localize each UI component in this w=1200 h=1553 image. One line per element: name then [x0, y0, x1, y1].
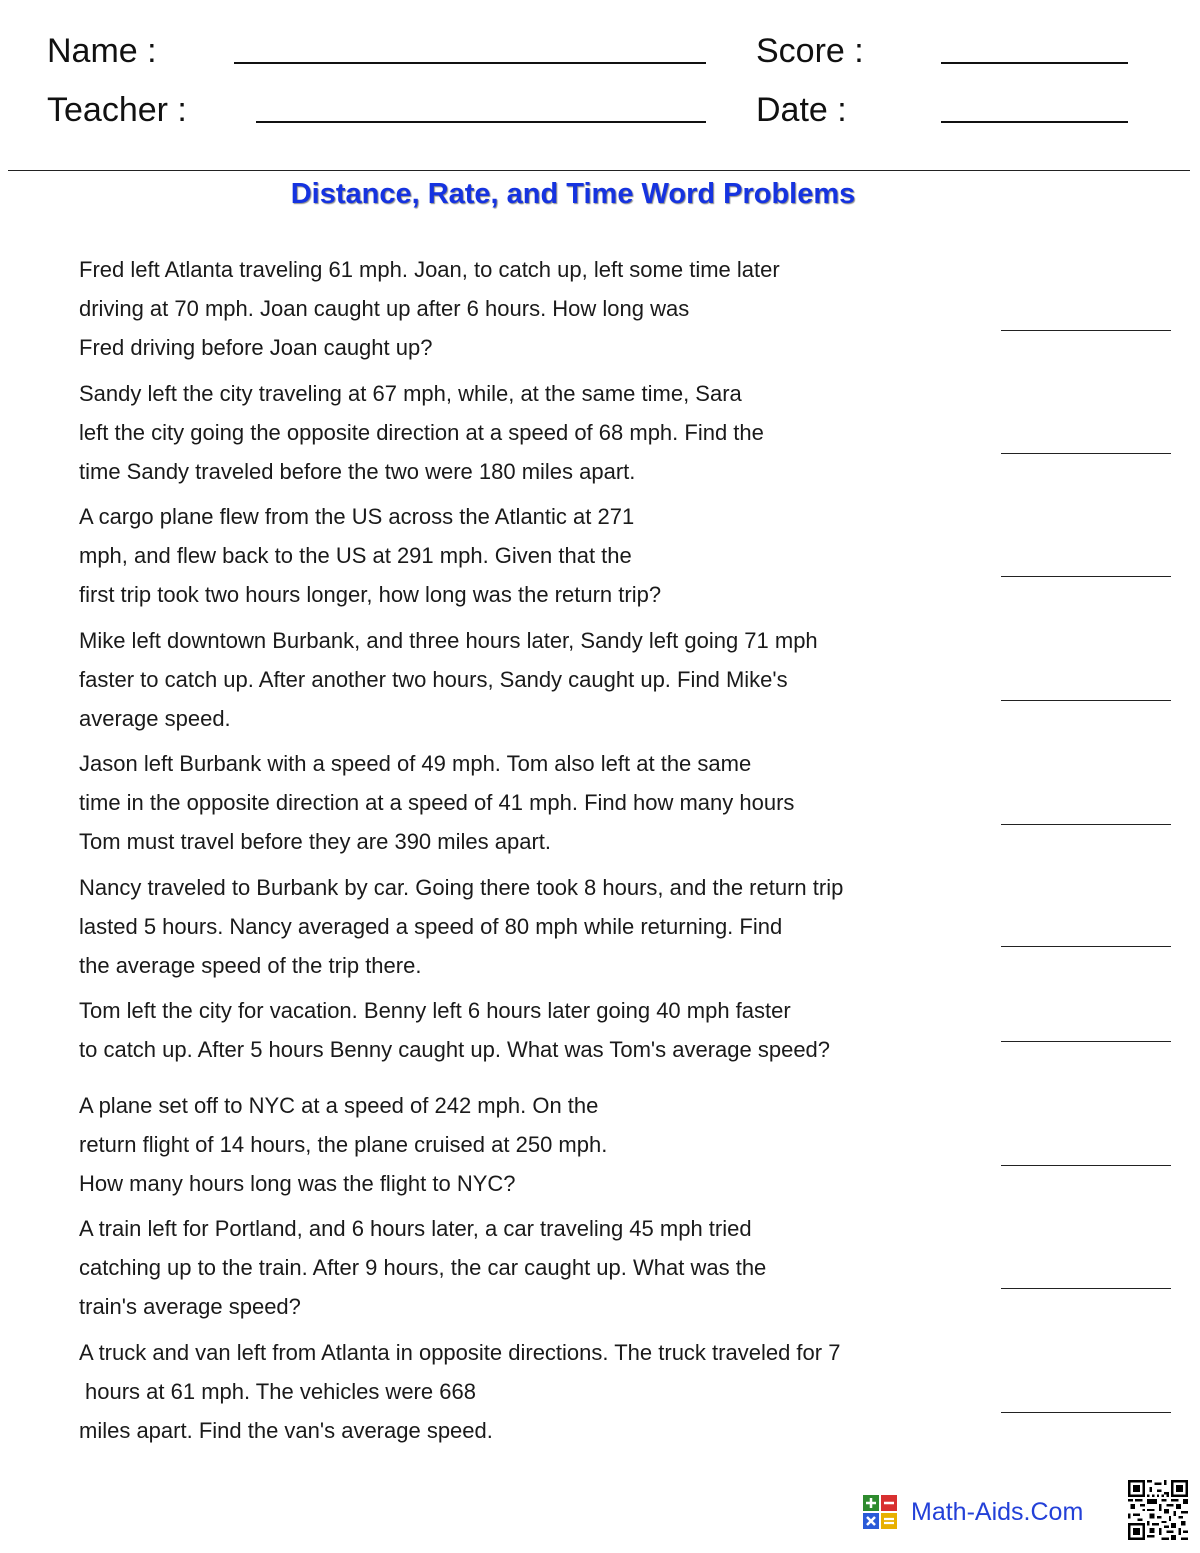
- problem-text-line: train's average speed?: [79, 1294, 301, 1319]
- calculator-icon: [862, 1494, 898, 1530]
- problem-text-line: Jason left Burbank with a speed of 49 mph. Tom also left at the same: [79, 751, 752, 776]
- problem-text-line: Tom must travel before they are 390 miles apart.: [79, 829, 551, 854]
- problem-text-line: Tom left the city for vacation. Benny left 6 hours later going 40 mph faster: [79, 998, 791, 1023]
- problem-text-line: the average speed of the trip there.: [79, 953, 422, 978]
- score-label: Score :: [756, 32, 864, 70]
- answer-blank[interactable]: [1001, 330, 1171, 331]
- problem-text-line: Fred left Atlanta traveling 61 mph. Joan, to catch up, left some time later: [79, 257, 780, 282]
- problem-text-line: driving at 70 mph. Joan caught up after 6 hours. How long was: [79, 296, 690, 321]
- name-label: Name :: [47, 32, 157, 70]
- teacher-label: Teacher :: [47, 91, 187, 129]
- answer-blank[interactable]: [1001, 576, 1171, 577]
- answer-blank[interactable]: [1001, 824, 1171, 825]
- problem-text-line: How many hours long was the flight to NYC?: [79, 1171, 516, 1196]
- brand-name: Math-Aids.Com: [911, 1497, 1084, 1526]
- qr-code-icon: [1128, 1480, 1188, 1540]
- problem-text-line: A cargo plane flew from the US across the Atlantic at 271: [79, 504, 635, 529]
- answer-blank[interactable]: [1001, 453, 1171, 454]
- problem-text-line: to catch up. After 5 hours Benny caught up. What was Tom's average speed?: [79, 1037, 831, 1062]
- answer-blank[interactable]: [1001, 946, 1171, 947]
- answer-blank[interactable]: [1001, 1041, 1171, 1042]
- problem-text-line: miles apart. Find the van's average speed.: [79, 1418, 493, 1443]
- answer-blank[interactable]: [1001, 1412, 1171, 1413]
- header-divider: [8, 170, 1190, 171]
- problem-text-line: Sandy left the city traveling at 67 mph, while, at the same time, Sara: [79, 381, 742, 406]
- worksheet-title: Distance, Rate, and Time Word Problems: [290, 178, 856, 210]
- problem-text-line: first trip took two hours longer, how long was the return trip?: [79, 582, 662, 607]
- problem-text-line: hours at 61 mph. The vehicles were 668: [85, 1379, 476, 1404]
- problem-text-line: time in the opposite direction at a speed of 41 mph. Find how many hours: [79, 790, 795, 815]
- answer-blank[interactable]: [1001, 1165, 1171, 1166]
- problem-text-line: A plane set off to NYC at a speed of 242 mph. On the: [79, 1093, 599, 1118]
- problem-text-line: left the city going the opposite direction at a speed of 68 mph. Find the: [79, 420, 764, 445]
- problem-text-line: lasted 5 hours. Nancy averaged a speed of 80 mph while returning. Find: [79, 914, 783, 939]
- problem-text-line: average speed.: [79, 706, 231, 731]
- date-label: Date :: [756, 91, 847, 129]
- date-blank[interactable]: [941, 121, 1128, 123]
- problem-text-line: A train left for Portland, and 6 hours later, a car traveling 45 mph tried: [79, 1216, 752, 1241]
- problem-text-line: Mike left downtown Burbank, and three hours later, Sandy left going 71 mph: [79, 628, 818, 653]
- score-blank[interactable]: [941, 62, 1128, 64]
- name-blank[interactable]: [234, 62, 706, 64]
- answer-blank[interactable]: [1001, 700, 1171, 701]
- problem-text-line: catching up to the train. After 9 hours, the car caught up. What was the: [79, 1255, 767, 1280]
- problem-text-line: A truck and van left from Atlanta in opposite directions. The truck traveled for 7: [79, 1340, 841, 1365]
- problem-text-line: mph, and flew back to the US at 291 mph. Given that the: [79, 543, 632, 568]
- problem-text-line: Fred driving before Joan caught up?: [79, 335, 433, 360]
- problem-text-line: faster to catch up. After another two hours, Sandy caught up. Find Mike's: [79, 667, 788, 692]
- answer-blank[interactable]: [1001, 1288, 1171, 1289]
- teacher-blank[interactable]: [256, 121, 706, 123]
- problem-text-line: time Sandy traveled before the two were 180 miles apart.: [79, 459, 636, 484]
- problem-text-line: Nancy traveled to Burbank by car. Going there took 8 hours, and the return trip: [79, 875, 844, 900]
- brand-link[interactable]: [862, 1494, 1083, 1530]
- problem-text-line: return flight of 14 hours, the plane cruised at 250 mph.: [79, 1132, 608, 1157]
